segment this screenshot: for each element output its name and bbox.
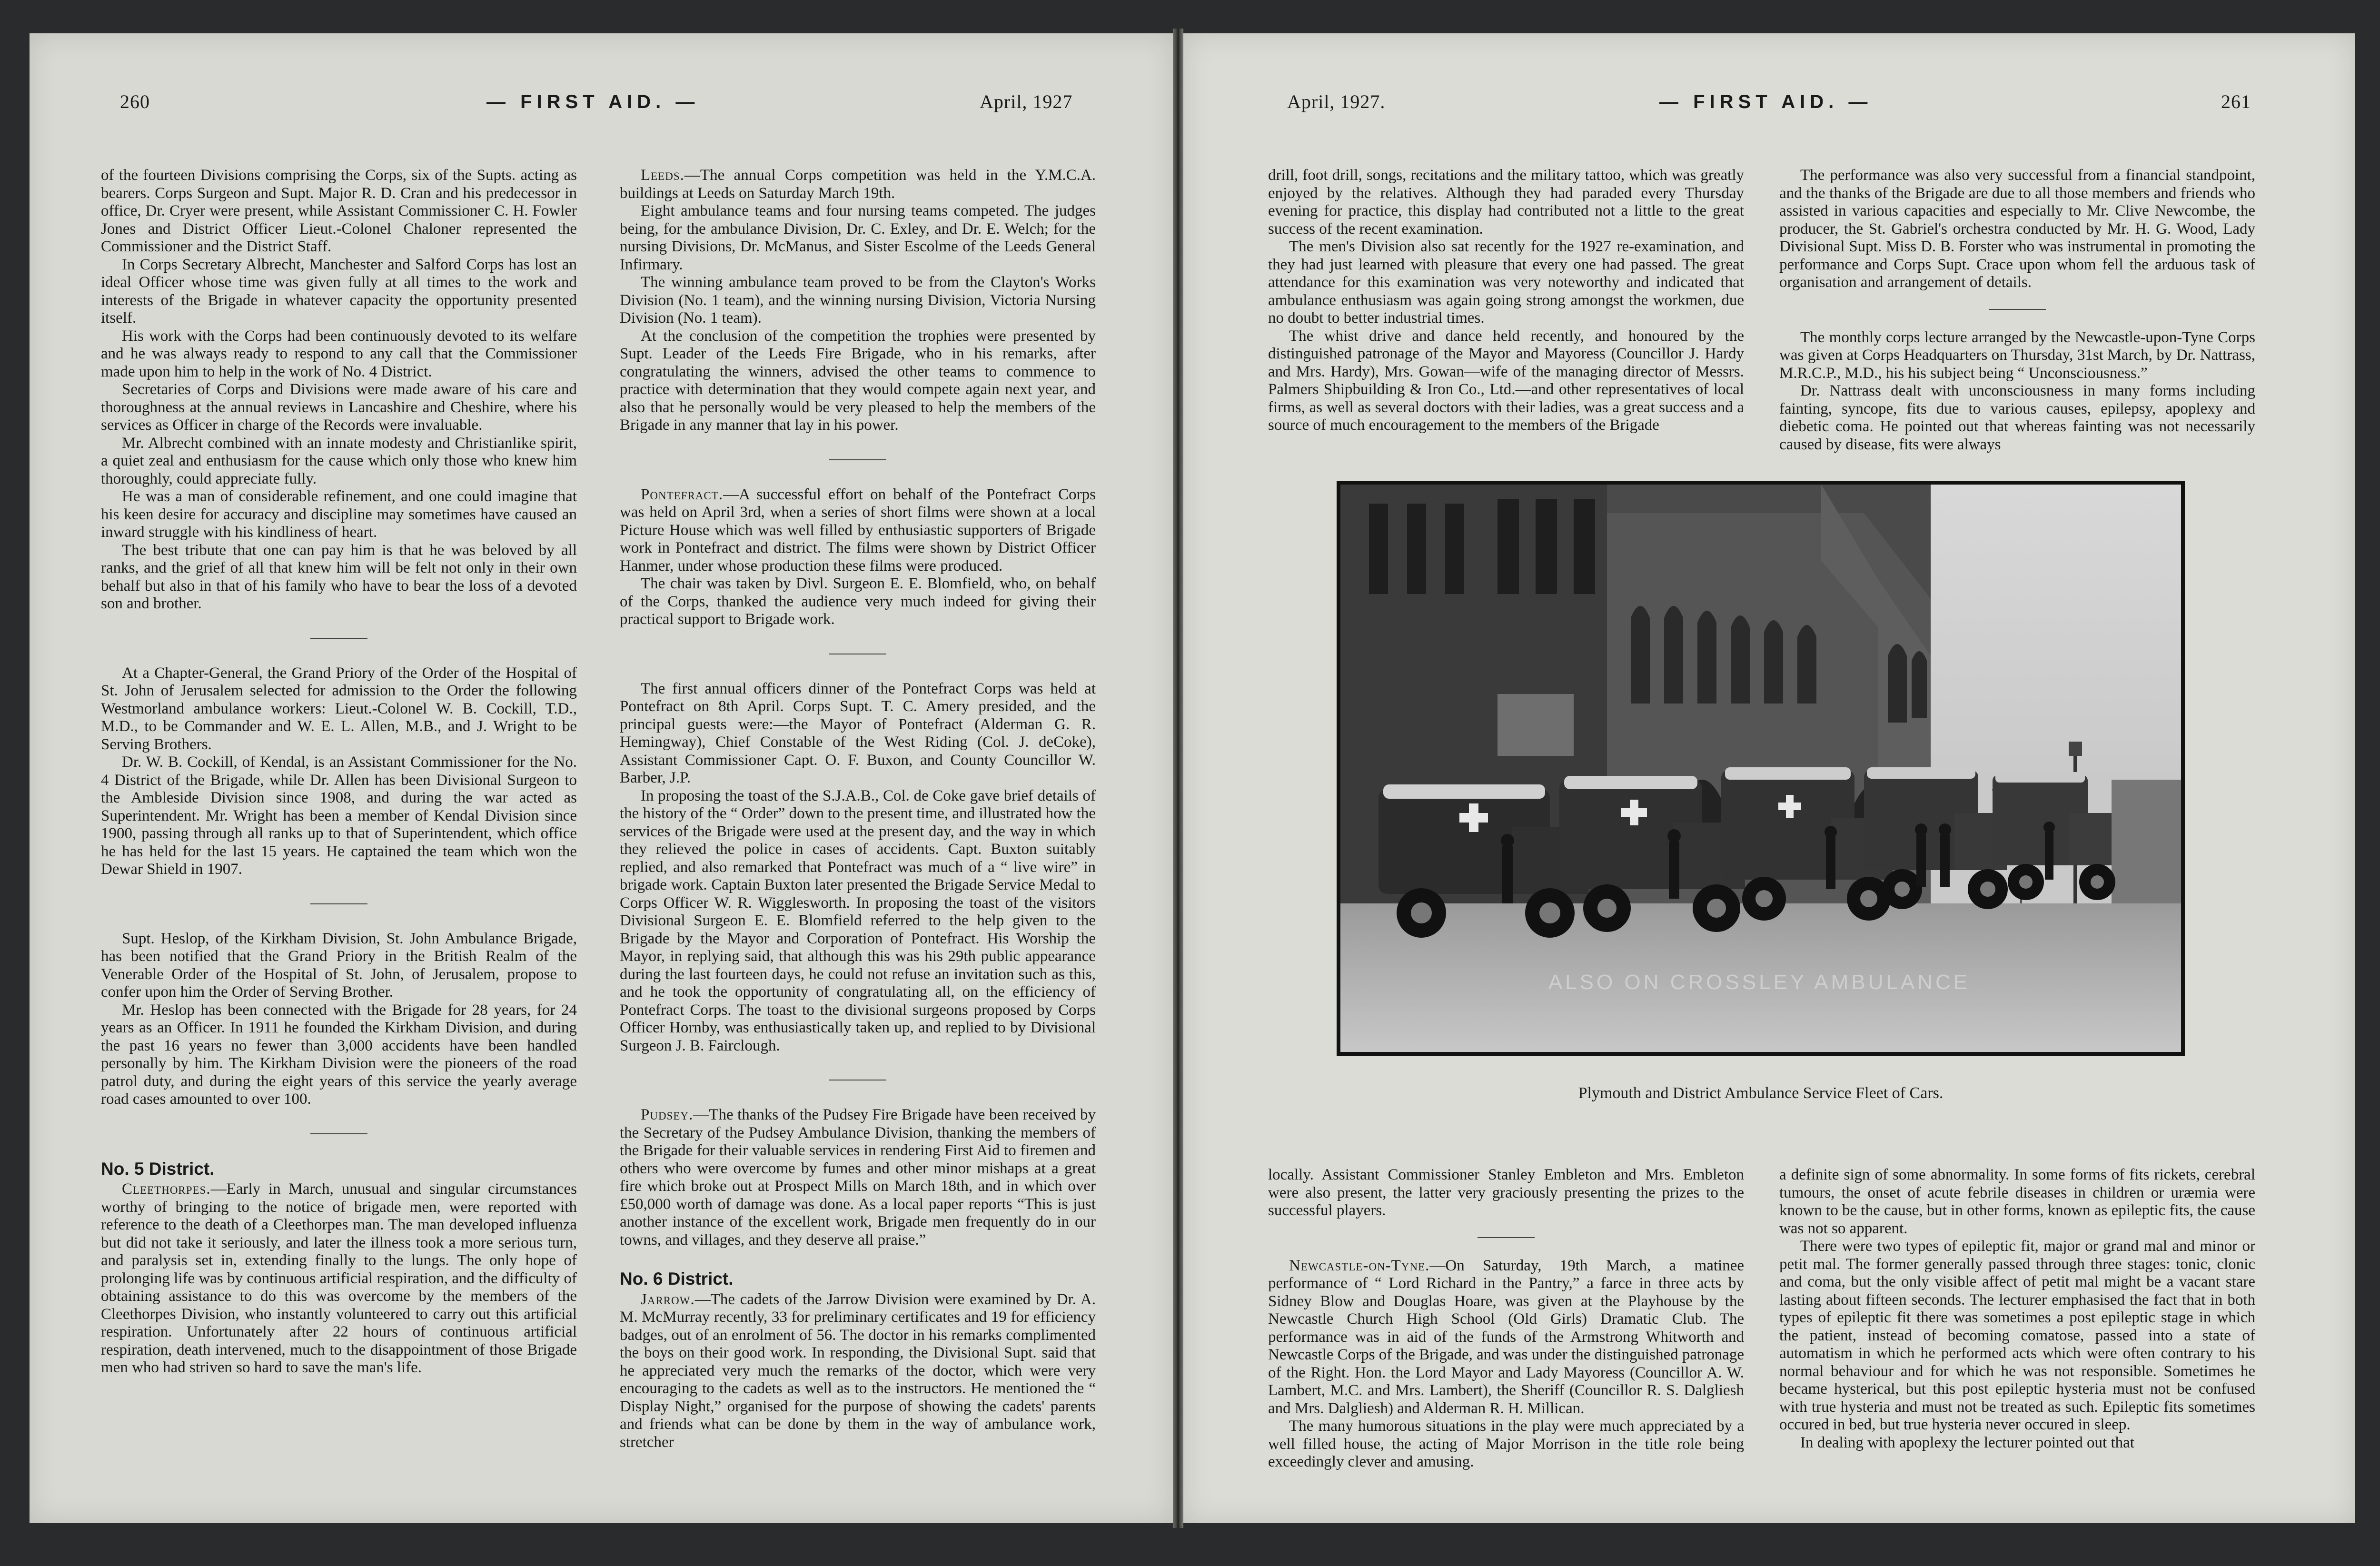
left-page-number: 260 bbox=[120, 91, 150, 112]
paragraph: Supt. Heslop, of the Kirkham Division, St. John Ambulance Brigade, has been notified that the Grand Priory in the British Realm of the Venerable Order of the Hospital of St. John, of Jerusalem, propose to confer upon him the Order of Serving Brother. bbox=[101, 930, 577, 1001]
right-column-2-top bbox=[1779, 167, 2255, 454]
paragraph: Newcastle-on-Tyne.—On Saturday, 19th March, a matinee performance of “ Lord Richard in the Pantry,” a farce in three acts by Sidney Blow and Douglas Hoare, was given at the Playhouse by the Newcastle Church High School (Old Girls) Dramatic Club. The performance was in aid of the funds of the Armstrong Whitworth and Newcastle Corps of the Brigade, and was under the distinguished patronage of the Right. Hon. the Lord Mayor and Lady Mayoress (Councillor A. W. Lambert, M.C. and Mrs. Lambert), the Sheriff (Councillor R. S. Dalgliesh and Mrs. Dalgliesh) and Alderman R. H. Millican. bbox=[1268, 1257, 1744, 1417]
paragraph: In Corps Secretary Albrecht, Manchester and Salford Corps has lost an ideal Officer whose time was given fully at all times to the work and interests of the Brigade in whatever capacity the opportunity presented itself. bbox=[101, 256, 577, 327]
left-date: April, 1927 bbox=[980, 91, 1073, 112]
district-heading: No. 6 District. bbox=[620, 1269, 734, 1288]
right-date: April, 1927. bbox=[1287, 91, 1386, 112]
book-gutter bbox=[1173, 29, 1183, 1528]
left-column-1 bbox=[101, 167, 577, 1377]
photo-watermark-text: ALSO ON CROSSLEY AMBULANCE bbox=[1548, 971, 1971, 994]
section-divider bbox=[310, 1133, 367, 1134]
left-column-2 bbox=[620, 167, 1096, 1451]
paragraph: Mr. Heslop has been connected with the Brigade for 28 years, for 24 years as an Officer. In 1911 he founded the Kirkham Division, and during the past 16 years no fewer than 3,000 accidents have been handled personally by him. The Kirkham Division were the pioneers of the road patrol duty, and during the eight years of this service the yearly average road cases amounted to over 100. bbox=[101, 1001, 577, 1108]
right-column-2-bottom bbox=[1779, 1166, 2255, 1452]
paragraph: Eight ambulance teams and four nursing teams competed. The judges being, for the ambulance Division, Dr. C. Exley, and Dr. E. Welch; for the nursing Divisions, Dr. McManus, and Sister Escolme of the Leeds General Infirmary. bbox=[620, 202, 1096, 273]
ambulance-fleet-photo bbox=[1337, 481, 2185, 1056]
left-page bbox=[30, 33, 1173, 1523]
paragraph: Leeds.—The annual Corps competition was held in the Y.M.C.A. buildings at Leeds on Saturday March 19th. bbox=[620, 167, 1096, 202]
paragraph: The best tribute that one can pay him is that he was beloved by all ranks, and the grief of all that knew him will be felt not only in their own behalf but also in that of his family who have to bear the loss of a devoted son and brother. bbox=[101, 541, 577, 612]
right-column-1-top bbox=[1268, 167, 1744, 435]
section-divider bbox=[310, 638, 367, 639]
paragraph: At the conclusion of the competition the trophies were presented by Supt. Leader of the Leeds Fire Brigade, who in his remarks, after congratulating the winners, advised the other teams to commence to practice with determination that they would compete again next year, and also that he personally would be very pleased to help the members of the Brigade in any manner that lay in his power. bbox=[620, 327, 1096, 434]
paragraph: There were two types of epileptic fit, major or grand mal and minor or petit mal. The former generally passed through three stages: tonic, clonic and coma, but the only visible affect of petit mal might be a vacant stare lasting about fifteen seconds. The lecturer emphasised the fact that in both types of epileptic fit there was sometimes a post epileptic stage in which the patient, instead of becoming comatose, passed into a state of automatism in which he performed acts which were often contrary to his normal behaviour and for which he was not responsible. Sometimes he became hysterical, but this post epileptic hysteria must not be confused with true hysteria and must not be treated as such. Epileptic fits sometimes occured in bed, but true hysteria never occured in sleep. bbox=[1779, 1238, 2255, 1433]
paragraph: Secretaries of Corps and Divisions were made aware of his care and thoroughness at the annual reviews in Lancashire and Cheshire, where his services as Officer in charge of the Records were invaluable. bbox=[101, 381, 577, 434]
section-divider bbox=[1989, 309, 2046, 310]
paragraph: The first annual officers dinner of the Pontefract Corps was held at Pontefract on 8th April. Corps Supt. T. C. Amery presided, and the principal guests were:—the Mayor of Pontefract (Alderman G. R. Hemingway), Chief Constable of the West Riding (Col. J. deCoke), Assistant Commissioner Capt. O. F. Buxon, and County Councillor W. Barber, J.P. bbox=[620, 680, 1096, 786]
paragraph: Mr. Albrecht combined with an innate modesty and Christianlike spirit, a quiet zeal and enthusiasm for the cause which only those who knew him thoroughly, could appreciate fully. bbox=[101, 434, 577, 487]
paragraph: Dr. Nattrass dealt with unconsciousness in many forms including fainting, syncope, fits due to various causes, epilepsy, apoplexy and diebetic coma. He pointed out that whereas fainting was not necessarily caused by disease, fits were always bbox=[1779, 382, 2255, 453]
paragraph: locally. Assistant Commissioner Stanley Embleton and Mrs. Embleton were also present, the latter very graciously presenting the prizes to the successful players. bbox=[1268, 1166, 1744, 1219]
section-divider bbox=[1478, 1237, 1535, 1238]
section-divider bbox=[310, 903, 367, 904]
paragraph: In dealing with apoplexy the lecturer pointed out that bbox=[1800, 1434, 2134, 1451]
paragraph: In proposing the toast of the S.J.A.B., Col. de Coke gave brief details of the history of the “ Order” down to the present time, and illustrated how the services of the Brigade were used at the present day, and the way in which they relieved the police in cases of accidents. Capt. Buxton suitably replied, and also remarked that Pontefract was much of a “ live wire” in brigade work. Captain Buxton later presented the Brigade Service Medal to Corps Officer W. R. Wigglesworth. In proposing the toast of the visitors Divisional Surgeon E. E. Blomfield referred to the help given to the Brigade by the Mayor and Corporation of Pontefract. His Worship the Mayor, in replying said, that although this was his 29th public appearance during the last fourteen days, he could not refuse an invitation such as this, and he took the opportunity of congratulating all, on the efficiency of Pontefract Corps. The toast to the divisional surgeons proposed by Corps Officer Hornby, was enthusiastically taken up, and replied to by Divisional Surgeon J. B. Fairclough. bbox=[620, 787, 1096, 1054]
right-running-title: — FIRST AID. — bbox=[1659, 91, 1873, 112]
paragraph: The many humorous situations in the play were much appreciated by a well filled house, the acting of Major Morrison in the title role being exceedingly clever and amusing. bbox=[1268, 1417, 1744, 1470]
left-running-title: — FIRST AID. — bbox=[486, 91, 700, 112]
right-page-number: 261 bbox=[2221, 91, 2251, 112]
paragraph: Cleethorpes.—Early in March, unusual and singular circumstances worthy of bringing to the notice of brigade men, were reported with reference to the death of a Cleethorpes man. The man developed influenza but did not take it seriously, and later the illness took a more serious turn, and paralysis set in, extending finally to the lungs. The only hope of prolonging life was by continuous artificial respiration, and the difficulty of obtaining assistance to do this was overcome by the members of the Cleethorpes Division, who instantly volunteered to carry out this artificial respiration. Unfortunately after 22 hours of continuous artificial respiration, death intervened, much to the disappointment of those Brigade men who had striven so hard to save the man's life. bbox=[101, 1180, 577, 1376]
paragraph: The men's Division also sat recently for the 1927 re-examination, and they had just learned with pleasure that every one had passed. The great attendance for this examination was very noteworthy and indicated that ambulance enthusiasm was again going strong amongst the workmen, due no doubt to better industrial times. bbox=[1268, 238, 1744, 327]
district-heading: No. 5 District. bbox=[101, 1159, 215, 1179]
paragraph: The winning ambulance team proved to be from the Clayton's Works Division (No. 1 team), and the winning nursing Division, Victoria Nursing Division (No. 1 team). bbox=[620, 274, 1096, 327]
paragraph: The performance was also very successful from a financial standpoint, and the thanks of the Brigade are due to all those members and friends who assisted in various capacities and especially to Mr. Clive Newcombe, the producer, the St. Gabriel's orchestra conducted by Mr. H. G. Wood, Lady Divisional Supt. Miss D. B. Forster who was instrumental in promoting the performance and Corps Supt. Crace upon whom fell the arduous task of organisation and arrangement of details. bbox=[1779, 167, 2255, 291]
right-column-1-bottom bbox=[1268, 1166, 1744, 1471]
paragraph: He was a man of considerable refinement, and one could imagine that his keen desire for accuracy and discipline may sometimes have caused an inward struggle with his kindliness of heart. bbox=[101, 488, 577, 541]
paragraph: Jarrow.—The cadets of the Jarrow Division were examined by Dr. A. M. McMurray recently, 33 for preliminary certificates and 19 for efficiency badges, out of an enrolment of 56. The doctor in his remarks complimented the boys on their good work. In responding, the Divisional Supt. said that he appreciated very much the remarks of the doctor, which were very encouraging to the cadets as well as to the instructors. He mentioned the “ Display Night,” organised for the purpose of showing the cadets' parents and friends what can be done by them in the way of ambulance work, stretcher bbox=[620, 1290, 1096, 1451]
paragraph: His work with the Corps had been continuously devoted to its welfare and he was always ready to respond to any call that the Commissioner made upon him to help in the work of No. 4 District. bbox=[101, 327, 577, 380]
photo-caption: Plymouth and District Ambulance Service Fleet of Cars. bbox=[1578, 1084, 1944, 1102]
paragraph: Dr. W. B. Cockill, of Kendal, is an Assistant Commissioner for the No. 4 District of the Brigade, while Dr. Allen has been Divisional Surgeon to the Ambleside Division since 1908, and during the war acted as Superintendent. Mr. Wright has been a member of Kendal Division since 1900, passing through all ranks up to that of Superintendent, which office he has held for the last 15 years. He captained the team which won the Dewar Shield in 1907. bbox=[101, 753, 577, 878]
section-divider bbox=[829, 459, 886, 460]
paragraph: At a Chapter-General, the Grand Priory of the Order of the Hospital of St. John of Jerusalem selected for admission to the Order the following Westmorland ambulance workers: Lieut.-Colonel W. B. Cockill, T.D., M.D., to be Commander and W. E. L. Allen, M.B., and J. Wright to be Serving Brothers. bbox=[101, 664, 577, 753]
paragraph: The monthly corps lecture arranged by the Newcastle-upon-Tyne Corps was given at Corps Headquarters on Thursday, 31st March, by Dr. Nattrass, M.R.C.P., M.D., his his subject being “ Unconsciousness.” bbox=[1779, 328, 2255, 382]
paragraph: of the fourteen Divisions comprising the Corps, six of the Supts. acting as bearers. Corps Surgeon and Supt. Major R. D. Cran and his predecessor in office, Dr. Cryer were present, while Assistant Commissioner C. H. Fowler Jones and District Officer Lieut.-Colonel Chaloner represented the Commissioner and the District Staff. bbox=[101, 167, 577, 255]
paragraph: Pudsey.—The thanks of the Pudsey Fire Brigade have been received by the Secretary of the Pudsey Ambulance Division, thanking the members of the Brigade for their valuable services in rendering First Aid to firemen and others who were overcome by fumes and other minor mishaps at a great fire which broke out at Prospect Mills on March 18th, and in which over £50,000 worth of damage was done. As a local paper reports “This is just another instance of the excellent work, Brigade men frequently do in our towns, and villages, and they deserve all praise.” bbox=[620, 1106, 1096, 1249]
paragraph: Pontefract.—A successful effort on behalf of the Pontefract Corps was held on April 3rd, when a series of short films were shown at a local Picture House which was well filled by enthusiastic supporters of Brigade work in Pontefract and district. The films were shown by District Officer Hanmer, under whose production these films were produced. bbox=[620, 486, 1096, 575]
paragraph: a definite sign of some abnormality. In some forms of fits rickets, cerebral tumours, the onset of acute febrile diseases in children or uræmia were known to be the cause, but in other forms, known as epileptic fits, the cause was not so apparent. bbox=[1779, 1166, 2255, 1237]
photo-illustration bbox=[1340, 485, 2181, 1052]
paragraph: The whist drive and dance held recently, and honoured by the distinguished patronage of the Mayor and Mayoress (Councillor J. Hardy and Mrs. Hardy), Mrs. Gowan—wife of the managing director of Messrs. Palmers Shipbuilding & Iron Co., Ltd.—and other representatives of local firms, as well as several doctors with their ladies, was a great success and a source of much encouragement to the members of the Brigade bbox=[1268, 327, 1744, 434]
paragraph: drill, foot drill, songs, recitations and the military tattoo, which was greatly enjoyed by the relatives. Although they had paraded every Thursday evening for practice, this display had contributed not a little to the great success of the recent examination. bbox=[1268, 167, 1744, 238]
paragraph: The chair was taken by Divl. Surgeon E. E. Blomfield, who, on behalf of the Corps, thanked the audience very much indeed for giving their practical support to Brigade work. bbox=[620, 575, 1096, 628]
